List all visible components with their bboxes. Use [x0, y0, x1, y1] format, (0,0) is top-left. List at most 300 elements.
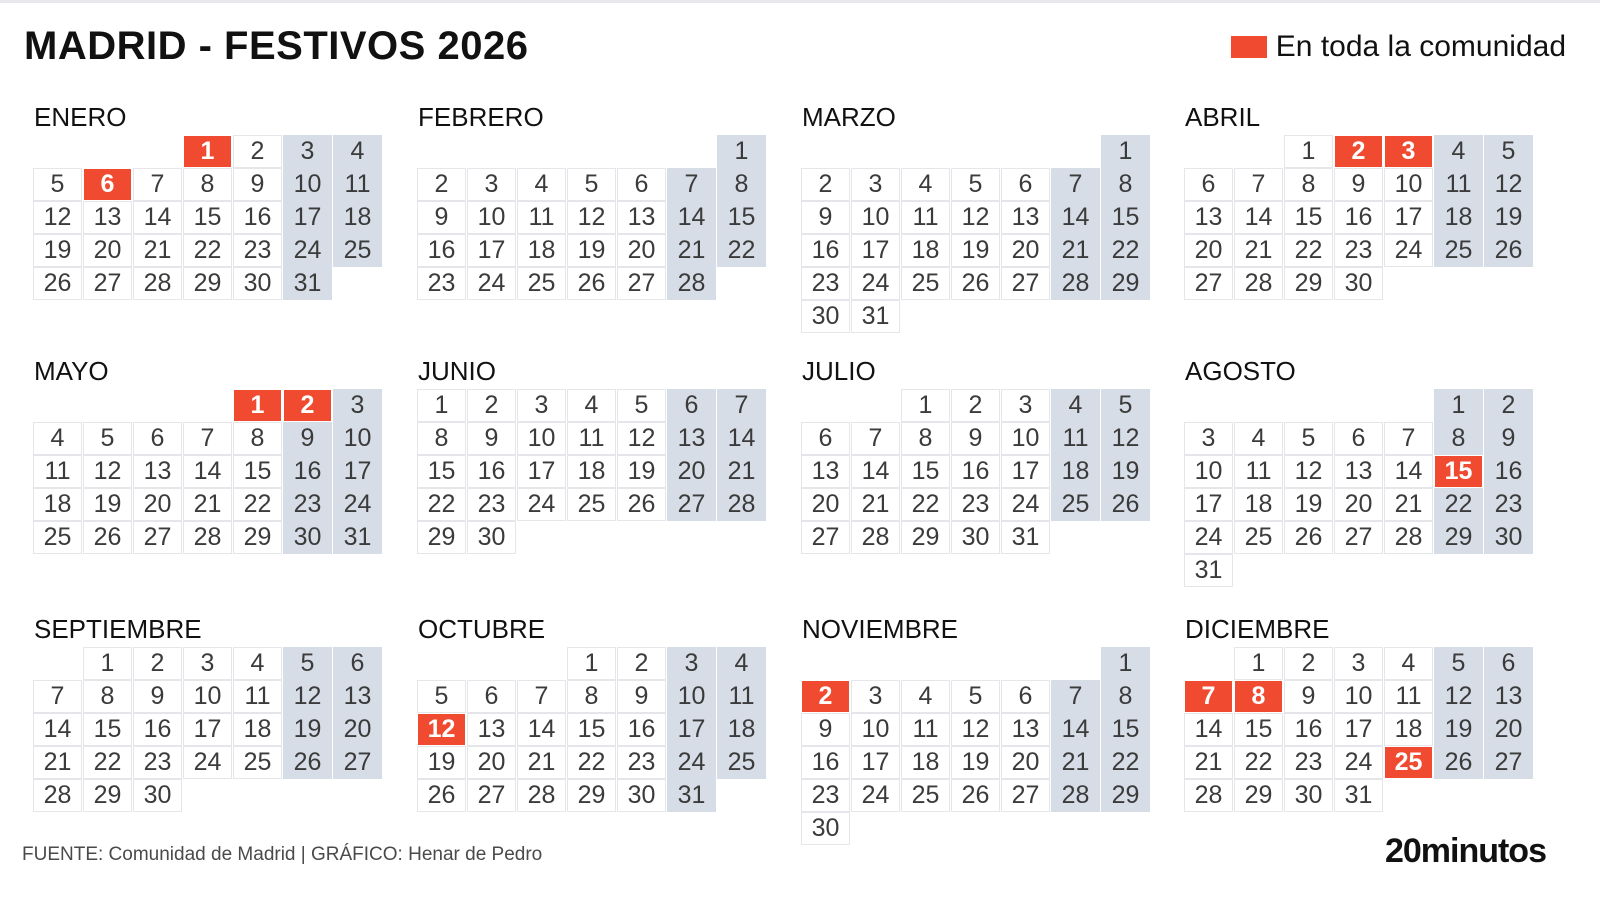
day-cell: 19: [1285, 489, 1332, 520]
day-cell: 6: [1002, 169, 1049, 200]
day-cell: 26: [34, 268, 81, 299]
day-cell: 23: [234, 235, 281, 266]
week-row: [418, 235, 768, 268]
weekend-day-cell: 25: [1052, 489, 1099, 520]
month-grid: [34, 136, 384, 301]
empty-day-cell: [852, 813, 899, 844]
week-row: [34, 235, 384, 268]
empty-day-cell: [718, 780, 765, 811]
weekend-day-cell: 29: [1102, 780, 1149, 811]
weekend-day-cell: 22: [1102, 747, 1149, 778]
empty-day-cell: [1185, 648, 1232, 679]
weekend-day-cell: 12: [284, 681, 331, 712]
week-row: [418, 648, 768, 681]
week-row: [418, 522, 768, 555]
day-cell: 1: [1235, 648, 1282, 679]
day-cell: 29: [1235, 780, 1282, 811]
week-row: [1185, 390, 1535, 423]
day-cell: 15: [84, 714, 131, 745]
day-cell: 21: [184, 489, 231, 520]
weekend-day-cell: 30: [284, 522, 331, 553]
week-row: [802, 136, 1152, 169]
day-cell: 26: [952, 268, 999, 299]
empty-day-cell: [518, 522, 565, 553]
day-cell: 6: [468, 681, 515, 712]
weekend-day-cell: 27: [334, 747, 381, 778]
day-cell: 11: [518, 202, 565, 233]
day-cell: 14: [852, 456, 899, 487]
day-cell: 23: [802, 780, 849, 811]
empty-day-cell: [668, 136, 715, 167]
day-cell: 28: [1185, 780, 1232, 811]
empty-day-cell: [1485, 555, 1532, 586]
empty-day-cell: [284, 780, 331, 811]
weekend-day-cell: 8: [1102, 681, 1149, 712]
weekend-day-cell: 14: [718, 423, 765, 454]
week-row: [34, 169, 384, 202]
day-cell: 18: [902, 235, 949, 266]
day-cell: 23: [468, 489, 515, 520]
day-cell: 28: [134, 268, 181, 299]
weekend-day-cell: 7: [718, 390, 765, 421]
weekend-day-cell: 15: [1102, 202, 1149, 233]
day-cell: 28: [518, 780, 565, 811]
day-cell: 13: [1002, 714, 1049, 745]
day-cell: 21: [134, 235, 181, 266]
day-cell: 21: [1185, 747, 1232, 778]
weekend-day-cell: 5: [284, 648, 331, 679]
day-cell: 14: [1185, 714, 1232, 745]
weekend-day-cell: 6: [334, 648, 381, 679]
weekend-day-cell: 22: [718, 235, 765, 266]
day-cell: 27: [1002, 268, 1049, 299]
day-cell: 12: [568, 202, 615, 233]
day-cell: 17: [468, 235, 515, 266]
day-cell: 15: [902, 456, 949, 487]
day-cell: 18: [518, 235, 565, 266]
weekend-day-cell: 19: [1435, 714, 1482, 745]
weekend-day-cell: 26: [1485, 235, 1532, 266]
weekend-day-cell: 18: [1052, 456, 1099, 487]
weekend-day-cell: 18: [1435, 202, 1482, 233]
empty-day-cell: [902, 648, 949, 679]
day-cell: 6: [134, 423, 181, 454]
week-row: [34, 456, 384, 489]
day-cell: 17: [1002, 456, 1049, 487]
day-cell: 3: [1335, 648, 1382, 679]
day-cell: 27: [1335, 522, 1382, 553]
weekend-day-cell: 26: [284, 747, 331, 778]
empty-day-cell: [668, 522, 715, 553]
day-cell: 20: [84, 235, 131, 266]
empty-day-cell: [1235, 555, 1282, 586]
empty-day-cell: [568, 136, 615, 167]
day-cell: 8: [1285, 169, 1332, 200]
weekend-day-cell: 10: [284, 169, 331, 200]
day-cell: 9: [802, 714, 849, 745]
weekend-day-cell: 3: [334, 390, 381, 421]
weekend-day-cell: 18: [718, 714, 765, 745]
day-cell: 9: [802, 202, 849, 233]
day-cell: 9: [1285, 681, 1332, 712]
weekend-day-cell: 21: [668, 235, 715, 266]
week-row: [418, 136, 768, 169]
weekend-day-cell: 29: [1102, 268, 1149, 299]
day-cell: 1: [902, 390, 949, 421]
empty-day-cell: [902, 136, 949, 167]
day-cell: 11: [902, 202, 949, 233]
day-cell: 5: [84, 423, 131, 454]
weekend-day-cell: 24: [284, 235, 331, 266]
weekend-day-cell: 26: [1435, 747, 1482, 778]
day-cell: 19: [34, 235, 81, 266]
day-cell: 4: [234, 648, 281, 679]
day-cell: 30: [134, 780, 181, 811]
week-row: [418, 456, 768, 489]
weekend-day-cell: 12: [1485, 169, 1532, 200]
day-cell: 9: [234, 169, 281, 200]
day-cell: 16: [234, 202, 281, 233]
week-row: [1185, 555, 1535, 588]
day-cell: 11: [1385, 681, 1432, 712]
week-row: [802, 301, 1152, 334]
week-row: [802, 202, 1152, 235]
day-cell: 3: [518, 390, 565, 421]
day-cell: 23: [134, 747, 181, 778]
day-cell: 16: [468, 456, 515, 487]
empty-day-cell: [1385, 268, 1432, 299]
empty-day-cell: [1435, 268, 1482, 299]
weekend-day-cell: 23: [1485, 489, 1532, 520]
day-cell: 6: [618, 169, 665, 200]
weekend-day-cell: 19: [1485, 202, 1532, 233]
day-cell: 4: [34, 423, 81, 454]
day-cell: 19: [952, 235, 999, 266]
empty-day-cell: [1052, 136, 1099, 167]
weekend-day-cell: 24: [668, 747, 715, 778]
weekend-day-cell: 13: [668, 423, 715, 454]
holiday-day-cell: 25: [1385, 747, 1432, 778]
day-cell: 25: [902, 780, 949, 811]
day-cell: 19: [418, 747, 465, 778]
day-cell: 11: [568, 423, 615, 454]
weekend-day-cell: 28: [718, 489, 765, 520]
weekend-day-cell: 14: [668, 202, 715, 233]
day-cell: 11: [902, 714, 949, 745]
day-cell: 30: [802, 813, 849, 844]
day-cell: 8: [418, 423, 465, 454]
day-cell: 29: [568, 780, 615, 811]
day-cell: 22: [84, 747, 131, 778]
day-cell: 16: [1335, 202, 1382, 233]
empty-day-cell: [184, 780, 231, 811]
brand-logo: 20minutos: [1384, 832, 1546, 870]
week-row: [34, 780, 384, 813]
day-cell: 21: [852, 489, 899, 520]
day-cell: 2: [952, 390, 999, 421]
day-cell: 13: [1185, 202, 1232, 233]
day-cell: 10: [852, 714, 899, 745]
day-cell: 26: [568, 268, 615, 299]
day-cell: 2: [418, 169, 465, 200]
weekend-day-cell: 5: [1102, 390, 1149, 421]
day-cell: 6: [1335, 423, 1382, 454]
weekend-day-cell: 4: [334, 136, 381, 167]
day-cell: 25: [34, 522, 81, 553]
day-cell: 25: [234, 747, 281, 778]
day-cell: 7: [34, 681, 81, 712]
day-cell: 20: [1002, 747, 1049, 778]
holiday-day-cell: 2: [802, 681, 849, 712]
page-title: MADRID - FESTIVOS 2026: [24, 24, 529, 68]
day-cell: 25: [568, 489, 615, 520]
day-cell: 4: [902, 681, 949, 712]
weekend-day-cell: 31: [284, 268, 331, 299]
day-cell: 31: [1002, 522, 1049, 553]
day-cell: 24: [852, 780, 899, 811]
weekend-day-cell: 7: [668, 169, 715, 200]
week-row: [34, 423, 384, 456]
weekend-day-cell: 22: [1435, 489, 1482, 520]
weekend-day-cell: 3: [668, 648, 715, 679]
weekend-day-cell: 4: [1052, 390, 1099, 421]
empty-day-cell: [618, 522, 665, 553]
week-row: [1185, 681, 1535, 714]
day-cell: 15: [184, 202, 231, 233]
week-row: [34, 268, 384, 301]
weekend-day-cell: 28: [668, 268, 715, 299]
day-cell: 12: [952, 202, 999, 233]
day-cell: 2: [468, 390, 515, 421]
week-row: [802, 169, 1152, 202]
empty-day-cell: [1002, 813, 1049, 844]
empty-day-cell: [1485, 780, 1532, 811]
day-cell: 29: [84, 780, 131, 811]
day-cell: 14: [34, 714, 81, 745]
day-cell: 29: [418, 522, 465, 553]
day-cell: 19: [952, 747, 999, 778]
day-cell: 13: [1002, 202, 1049, 233]
empty-day-cell: [1235, 390, 1282, 421]
day-cell: 4: [902, 169, 949, 200]
day-cell: 18: [34, 489, 81, 520]
empty-day-cell: [1385, 390, 1432, 421]
day-cell: 5: [1285, 423, 1332, 454]
day-cell: 15: [1235, 714, 1282, 745]
day-cell: 9: [468, 423, 515, 454]
holiday-day-cell: 1: [184, 136, 231, 167]
empty-day-cell: [84, 390, 131, 421]
weekend-day-cell: 6: [668, 390, 715, 421]
weekend-day-cell: 6: [1485, 648, 1532, 679]
day-cell: 17: [852, 235, 899, 266]
weekend-day-cell: 1: [1102, 648, 1149, 679]
day-cell: 15: [234, 456, 281, 487]
week-row: [802, 423, 1152, 456]
week-row: [1185, 714, 1535, 747]
weekend-day-cell: 17: [334, 456, 381, 487]
week-row: [802, 456, 1152, 489]
empty-day-cell: [34, 136, 81, 167]
day-cell: 27: [1002, 780, 1049, 811]
day-cell: 17: [1385, 202, 1432, 233]
weekend-day-cell: 4: [1435, 136, 1482, 167]
day-cell: 11: [34, 456, 81, 487]
day-cell: 1: [568, 648, 615, 679]
day-cell: 8: [568, 681, 615, 712]
day-cell: 28: [1235, 268, 1282, 299]
weekend-day-cell: 12: [1102, 423, 1149, 454]
week-row: [1185, 136, 1535, 169]
month-grid: [1185, 136, 1535, 301]
day-cell: 26: [618, 489, 665, 520]
week-row: [1185, 169, 1535, 202]
weekend-day-cell: 28: [1052, 780, 1099, 811]
empty-day-cell: [134, 390, 181, 421]
day-cell: 26: [952, 780, 999, 811]
empty-day-cell: [468, 136, 515, 167]
weekend-day-cell: 14: [1052, 202, 1099, 233]
weekend-day-cell: 10: [668, 681, 715, 712]
day-cell: 3: [852, 169, 899, 200]
weekend-day-cell: 17: [284, 202, 331, 233]
day-cell: 23: [418, 268, 465, 299]
weekend-day-cell: 16: [1485, 456, 1532, 487]
weekend-day-cell: 27: [1485, 747, 1532, 778]
day-cell: 5: [34, 169, 81, 200]
day-cell: 22: [234, 489, 281, 520]
week-row: [34, 390, 384, 423]
day-cell: 17: [518, 456, 565, 487]
week-row: [418, 390, 768, 423]
weekend-day-cell: 19: [284, 714, 331, 745]
weekend-day-cell: 20: [1485, 714, 1532, 745]
empty-day-cell: [1102, 301, 1149, 332]
day-cell: 16: [802, 235, 849, 266]
day-cell: 17: [1335, 714, 1382, 745]
weekend-day-cell: 9: [284, 423, 331, 454]
week-row: [802, 681, 1152, 714]
day-cell: 23: [1285, 747, 1332, 778]
legend-swatch: [1231, 36, 1267, 58]
day-cell: 27: [618, 268, 665, 299]
weekend-day-cell: 25: [1435, 235, 1482, 266]
day-cell: 10: [852, 202, 899, 233]
month-grid: [1185, 648, 1535, 813]
empty-day-cell: [852, 390, 899, 421]
weekend-day-cell: 1: [718, 136, 765, 167]
month-name: JULIO: [802, 356, 876, 386]
weekend-day-cell: 18: [334, 202, 381, 233]
empty-day-cell: [334, 780, 381, 811]
week-row: [418, 747, 768, 780]
top-rule: [0, 0, 1600, 3]
weekend-day-cell: 4: [718, 648, 765, 679]
empty-day-cell: [1435, 555, 1482, 586]
weekend-day-cell: 8: [718, 169, 765, 200]
day-cell: 29: [1285, 268, 1332, 299]
day-cell: 8: [902, 423, 949, 454]
day-cell: 27: [134, 522, 181, 553]
empty-day-cell: [718, 268, 765, 299]
day-cell: 12: [618, 423, 665, 454]
day-cell: 14: [184, 456, 231, 487]
day-cell: 22: [568, 747, 615, 778]
day-cell: 10: [1185, 456, 1232, 487]
day-cell: 23: [952, 489, 999, 520]
day-cell: 30: [234, 268, 281, 299]
month-name: JUNIO: [418, 356, 496, 386]
week-row: [802, 714, 1152, 747]
day-cell: 23: [1335, 235, 1382, 266]
weekend-day-cell: 5: [1485, 136, 1532, 167]
empty-day-cell: [902, 813, 949, 844]
day-cell: 11: [234, 681, 281, 712]
day-cell: 10: [468, 202, 515, 233]
weekend-day-cell: 24: [334, 489, 381, 520]
day-cell: 20: [1335, 489, 1382, 520]
week-row: [802, 648, 1152, 681]
empty-day-cell: [902, 301, 949, 332]
day-cell: 2: [802, 169, 849, 200]
day-cell: 18: [1235, 489, 1282, 520]
week-row: [34, 681, 384, 714]
day-cell: 5: [418, 681, 465, 712]
day-cell: 24: [1185, 522, 1232, 553]
empty-day-cell: [952, 648, 999, 679]
week-row: [418, 489, 768, 522]
day-cell: 19: [618, 456, 665, 487]
week-row: [34, 648, 384, 681]
day-cell: 12: [1285, 456, 1332, 487]
month-grid: [418, 648, 768, 813]
weekend-day-cell: 10: [334, 423, 381, 454]
weekend-day-cell: 15: [718, 202, 765, 233]
legend: [1231, 30, 1566, 64]
day-cell: 19: [568, 235, 615, 266]
day-cell: 5: [952, 681, 999, 712]
empty-day-cell: [1002, 136, 1049, 167]
weekend-day-cell: 5: [1435, 648, 1482, 679]
empty-day-cell: [952, 813, 999, 844]
weekend-day-cell: 22: [1102, 235, 1149, 266]
weekend-day-cell: 11: [1435, 169, 1482, 200]
month-name: NOVIEMBRE: [802, 614, 959, 644]
day-cell: 20: [468, 747, 515, 778]
week-row: [802, 489, 1152, 522]
empty-day-cell: [468, 648, 515, 679]
month-name: DICIEMBRE: [1185, 614, 1330, 644]
day-cell: 9: [1335, 169, 1382, 200]
holiday-day-cell: 2: [1335, 136, 1382, 167]
weekend-day-cell: 21: [1052, 235, 1099, 266]
day-cell: 11: [1235, 456, 1282, 487]
empty-day-cell: [1335, 555, 1382, 586]
day-cell: 29: [184, 268, 231, 299]
day-cell: 22: [1235, 747, 1282, 778]
day-cell: 13: [134, 456, 181, 487]
day-cell: 15: [418, 456, 465, 487]
empty-day-cell: [618, 136, 665, 167]
day-cell: 9: [418, 202, 465, 233]
week-row: [802, 522, 1152, 555]
week-row: [34, 136, 384, 169]
month-grid: [802, 390, 1152, 555]
day-cell: 6: [1002, 681, 1049, 712]
weekend-day-cell: 21: [1052, 747, 1099, 778]
day-cell: 6: [1185, 169, 1232, 200]
day-cell: 18: [568, 456, 615, 487]
